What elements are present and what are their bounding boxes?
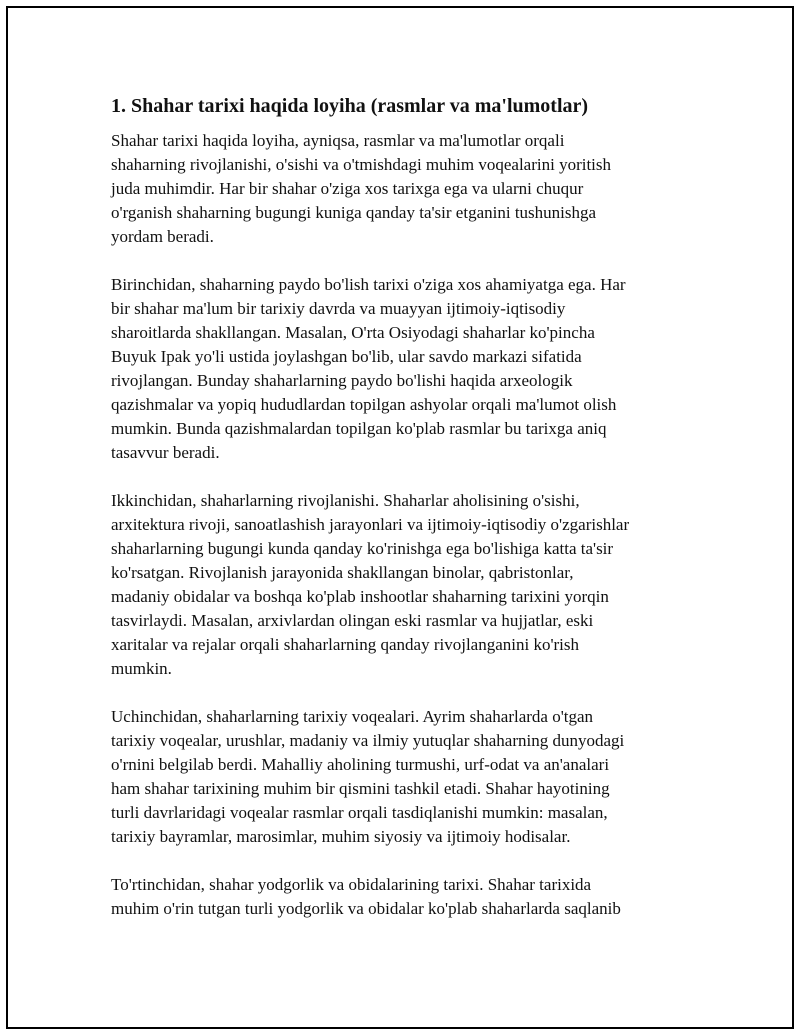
text-line: qazishmalar va yopiq hududlardan topilgan ashyolar orqali ma'lumot olish [111, 395, 617, 414]
text-line: tasavvur beradi. [111, 443, 220, 462]
text-line: turli davrlaridagi voqealar rasmlar orqali tasdiqlanishi mumkin: masalan, [111, 803, 608, 822]
text-line: sharoitlarda shakllangan. Masalan, O'rta Osiyodagi shaharlar ko'pincha [111, 323, 595, 342]
text-line: xaritalar va rejalar orqali shaharlarning qanday rivojlanganini ko'rish [111, 635, 580, 654]
text-line: Buyuk Ipak yo'li ustida joylashgan bo'lib, ular savdo markazi sifatida [111, 347, 582, 366]
paragraph-1 [111, 129, 691, 249]
text-line: o'rganish shaharning bugungi kuniga qanday ta'sir etganini tushunishga [111, 203, 597, 222]
text-line: Shahar tarixi haqida loyiha, ayniqsa, rasmlar va ma'lumotlar orqali [111, 131, 565, 150]
text-line: mumkin. [111, 659, 172, 678]
text-line: juda muhimdir. Har bir shahar o'ziga xos tarixga ega va ularni chuqur [111, 179, 584, 198]
text-line: tarixiy bayramlar, marosimlar, muhim siyosiy va ijtimoiy hodisalar. [111, 827, 571, 846]
text-line: To'rtinchidan, shahar yodgorlik va obidalarining tarixi. Shahar tarixida [111, 875, 592, 894]
text-line: o'rnini belgilab berdi. Mahalliy aholining turmushi, urf-odat va an'analari [111, 755, 610, 774]
text-line: Ikkinchidan, shaharlarning rivojlanishi. Shaharlar aholisining o'sishi, [111, 491, 580, 510]
text-line: tasvirlaydi. Masalan, arxivlardan olingan eski rasmlar va hujjatlar, eski [111, 611, 594, 630]
text-line: ham shahar tarixining muhim bir qismini tashkil etadi. Shahar hayotining [111, 779, 610, 798]
text-line: muhim o'rin tutgan turli yodgorlik va obidalar ko'plab shaharlarda saqlanib [111, 899, 621, 918]
paragraph-3 [111, 489, 691, 681]
text-line: tarixiy voqealar, urushlar, madaniy va ilmiy yutuqlar shaharning dunyodagi [111, 731, 625, 750]
text-line: Birinchidan, shaharning paydo bo'lish tarixi o'ziga xos ahamiyatga ega. Har [111, 275, 626, 294]
text-line: Uchinchidan, shaharlarning tarixiy voqealari. Ayrim shaharlarda o'tgan [111, 707, 594, 726]
text-line: ko'rsatgan. Rivojlanish jarayonida shakllangan binolar, qabristonlar, [111, 563, 574, 582]
text-line: shaharlarning bugungi kunda qanday ko'rinishga ega bo'lishiga katta ta'sir [111, 539, 614, 558]
text-line: rivojlangan. Bunday shaharlarning paydo bo'lishi haqida arxeologik [111, 371, 573, 390]
document-title: 1. Shahar tarixi haqida loyiha (rasmlar va ma'lumotlar) [111, 95, 589, 117]
paragraph-5 [111, 873, 691, 921]
text-line: madaniy obidalar va boshqa ko'plab inshootlar shaharning tarixini yorqin [111, 587, 609, 606]
text-line: arxitektura rivoji, sanoatlashish jarayonlari va ijtimoiy-iqtisodiy o'zgarishlar [111, 515, 630, 534]
document-body [111, 93, 691, 945]
text-line: mumkin. Bunda qazishmalardan topilgan ko'plab rasmlar bu tarixga aniq [111, 419, 607, 438]
paragraph-2 [111, 273, 691, 465]
text-line: shaharning rivojlanishi, o'sishi va o'tmishdagi muhim voqealarini yoritish [111, 155, 612, 174]
text-line: bir shahar ma'lum bir tarixiy davrda va muayyan ijtimoiy-iqtisodiy [111, 299, 566, 318]
paragraph-4 [111, 705, 691, 849]
text-line: yordam beradi. [111, 227, 214, 246]
